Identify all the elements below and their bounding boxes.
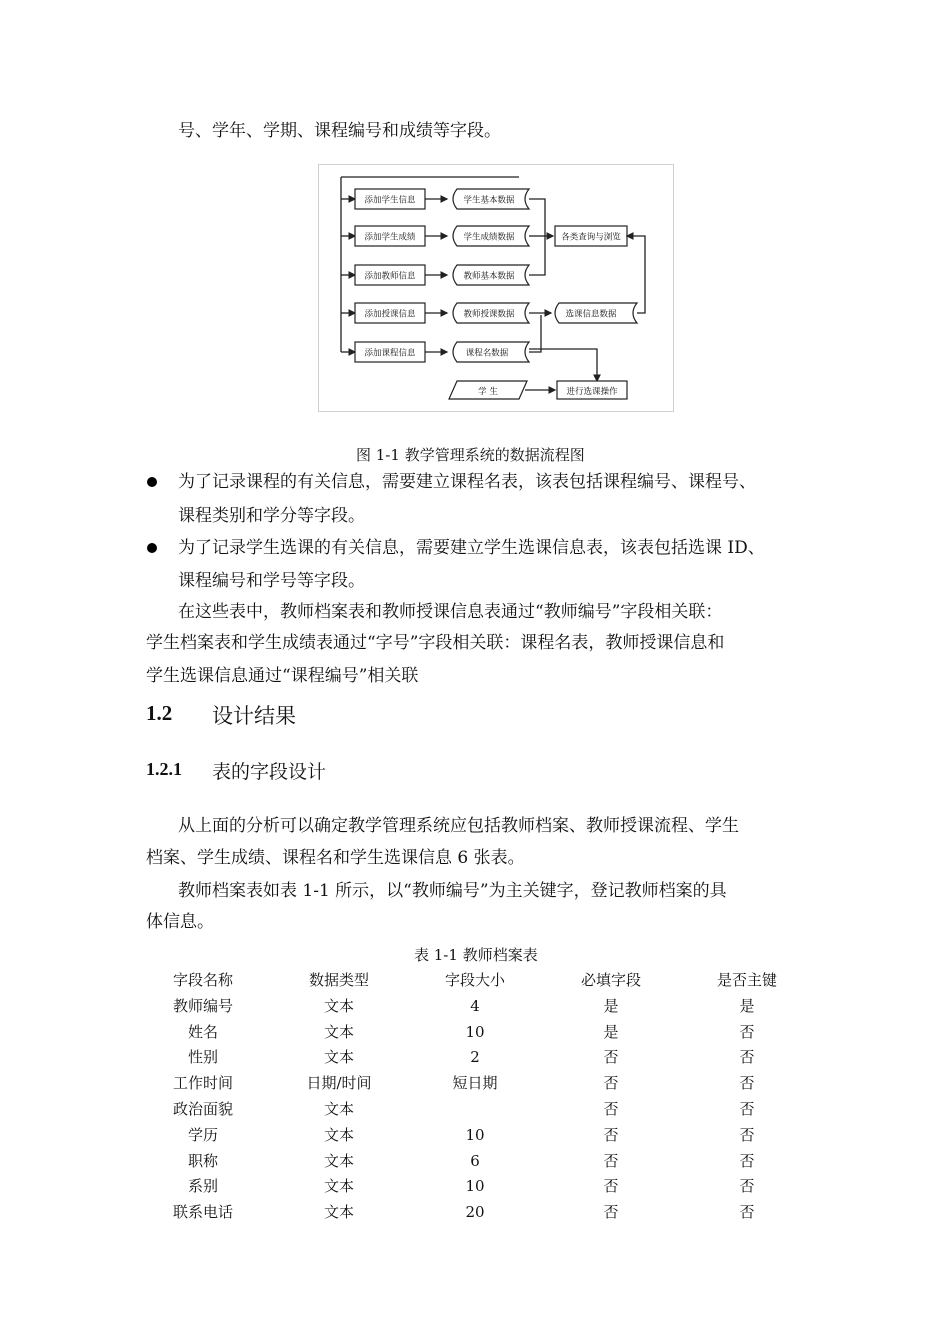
data-store-3 bbox=[453, 265, 529, 285]
left-box-label: 添加授课信息 bbox=[364, 309, 416, 320]
section-title: 设计结果 bbox=[212, 704, 296, 728]
bullet-dot bbox=[147, 477, 157, 487]
table-cell: 短日期 bbox=[452, 1074, 498, 1093]
paragraph-line: 在这些表中，教师档案表和教师授课信息表通过“教师编号”字段相关联： bbox=[178, 602, 723, 622]
section-number: 1.2 bbox=[146, 701, 173, 725]
bullet-1-line-2: 课程类别和学分等字段。 bbox=[178, 506, 365, 526]
table-cell: 否 bbox=[739, 1177, 755, 1196]
selection-data-store bbox=[555, 303, 637, 323]
paragraph-line: 档案、学生成绩、课程名和学生选课信息 6 张表。 bbox=[146, 848, 525, 868]
data-flow-diagram bbox=[318, 164, 674, 412]
table-cell: 否 bbox=[603, 1203, 619, 1222]
paragraph-line: 教师档案表如表 1-1 所示，以“教师编号”为主关键字，登记教师档案的具 bbox=[178, 881, 727, 901]
select-operation-box bbox=[557, 381, 627, 399]
data-store-label: 学生成绩数据 bbox=[463, 232, 515, 243]
table-cell: 文本 bbox=[323, 1203, 354, 1222]
table-header-cell: 字段名称 bbox=[172, 971, 233, 989]
paragraph-line: 体信息。 bbox=[146, 912, 214, 932]
table-cell: 否 bbox=[603, 1151, 619, 1170]
table-cell: 文本 bbox=[323, 996, 354, 1015]
table-cell: 否 bbox=[603, 1100, 619, 1118]
table-cell: 是 bbox=[603, 1022, 619, 1041]
left-box-label: 添加学生成绩 bbox=[364, 232, 416, 243]
data-store-4 bbox=[453, 303, 529, 323]
table-cell: 性别 bbox=[187, 1048, 218, 1067]
paragraph-line: 从上面的分析可以确定教学管理系统应包括教师档案、教师授课流程、学生 bbox=[178, 816, 739, 836]
left-box-label: 添加学生信息 bbox=[364, 195, 416, 206]
table-cell: 系别 bbox=[187, 1177, 218, 1196]
paragraph-line: 学生选课信息通过“课程编号”相关联 bbox=[146, 666, 419, 686]
table-cell: 10 bbox=[465, 1022, 485, 1041]
table-cell: 日期/时间 bbox=[306, 1074, 372, 1093]
left-box-4 bbox=[341, 303, 425, 323]
table-cell: 是 bbox=[739, 996, 755, 1015]
left-box-3 bbox=[341, 265, 425, 285]
table-cell: 职称 bbox=[187, 1151, 218, 1170]
table-cell: 联系电话 bbox=[172, 1203, 233, 1222]
table-cell: 政治面貌 bbox=[172, 1100, 233, 1118]
table-caption: 表 1-1 教师档案表 bbox=[414, 946, 538, 964]
table-cell: 学历 bbox=[187, 1125, 218, 1144]
data-store-label: 学生基本数据 bbox=[463, 195, 515, 206]
table-cell: 否 bbox=[739, 1125, 755, 1144]
data-store-label: 教师基本数据 bbox=[463, 271, 515, 282]
table-cell: 工作时间 bbox=[172, 1074, 233, 1093]
data-store-label: 课程名数据 bbox=[465, 348, 509, 359]
paragraph-line: 学生档案表和学生成绩表通过“字号”字段相关联：课程名表，教师授课信息和 bbox=[146, 633, 725, 653]
data-store-label: 教师授课数据 bbox=[463, 309, 515, 320]
table-cell: 文本 bbox=[323, 1048, 354, 1067]
table-header-cell: 必填字段 bbox=[580, 971, 641, 989]
bullet-1-line-1: 为了记录课程的有关信息，需要建立课程名表，该表包括课程编号、课程号、 bbox=[178, 472, 756, 492]
table-cell: 文本 bbox=[323, 1100, 354, 1118]
table-header-cell: 数据类型 bbox=[308, 971, 369, 989]
table-cell: 否 bbox=[603, 1048, 619, 1067]
table-cell: 文本 bbox=[323, 1177, 354, 1196]
bullet-2-line-1: 为了记录学生选课的有关信息，需要建立学生选课信息表，该表包括选课 ID、 bbox=[178, 538, 765, 558]
subsection-title: 表的字段设计 bbox=[212, 761, 327, 783]
table-cell: 否 bbox=[603, 1125, 619, 1144]
table-cell: 否 bbox=[739, 1022, 755, 1041]
table-cell: 否 bbox=[739, 1151, 755, 1170]
table-cell: 4 bbox=[470, 996, 480, 1015]
table-cell: 文本 bbox=[323, 1151, 354, 1170]
table-cell: 10 bbox=[465, 1177, 485, 1196]
table-cell: 文本 bbox=[323, 1125, 354, 1144]
query-box-label: 各类查询与浏览 bbox=[561, 232, 621, 243]
left-box-label: 添加教师信息 bbox=[364, 271, 416, 282]
table-cell: 否 bbox=[739, 1048, 755, 1067]
table-cell: 否 bbox=[739, 1100, 755, 1118]
table-cell: 否 bbox=[739, 1074, 755, 1093]
left-box-5 bbox=[341, 342, 425, 362]
left-box-1 bbox=[341, 189, 425, 209]
data-store-5 bbox=[453, 342, 529, 362]
bullet-2-line-2: 课程编号和学号等字段。 bbox=[178, 571, 365, 591]
data-flow-diagram-svg bbox=[319, 165, 673, 411]
selection-store-label: 选课信息数据 bbox=[565, 309, 617, 320]
paragraph-continuation: 号、学年、学期、课程编号和成绩等字段。 bbox=[178, 121, 501, 141]
table-cell: 10 bbox=[465, 1125, 485, 1144]
student-label: 学 生 bbox=[478, 387, 498, 397]
query-box bbox=[555, 226, 627, 246]
table-cell: 否 bbox=[603, 1177, 619, 1196]
table-cell: 否 bbox=[603, 1074, 619, 1093]
data-store-1 bbox=[453, 189, 529, 209]
table-cell: 否 bbox=[739, 1203, 755, 1222]
data-store-2 bbox=[453, 226, 529, 246]
table-cell: 6 bbox=[470, 1151, 480, 1170]
student-input bbox=[449, 381, 527, 399]
select-operation-label: 进行选课操作 bbox=[566, 387, 618, 397]
table-cell: 教师编号 bbox=[172, 996, 233, 1015]
left-box-2 bbox=[341, 226, 425, 246]
table-cell: 2 bbox=[470, 1048, 480, 1067]
bullet-dot bbox=[147, 543, 157, 553]
subsection-number: 1.2.1 bbox=[146, 759, 182, 779]
table-header-cell: 是否主键 bbox=[716, 971, 777, 989]
table-cell: 是 bbox=[603, 996, 619, 1015]
figure-caption: 图 1-1 教学管理系统的数据流程图 bbox=[356, 446, 585, 464]
table-cell: 20 bbox=[465, 1203, 485, 1222]
table-cell: 文本 bbox=[323, 1022, 354, 1041]
left-box-label: 添加课程信息 bbox=[364, 348, 416, 359]
table-header-cell: 字段大小 bbox=[444, 971, 505, 989]
table-cell: 姓名 bbox=[187, 1022, 218, 1041]
